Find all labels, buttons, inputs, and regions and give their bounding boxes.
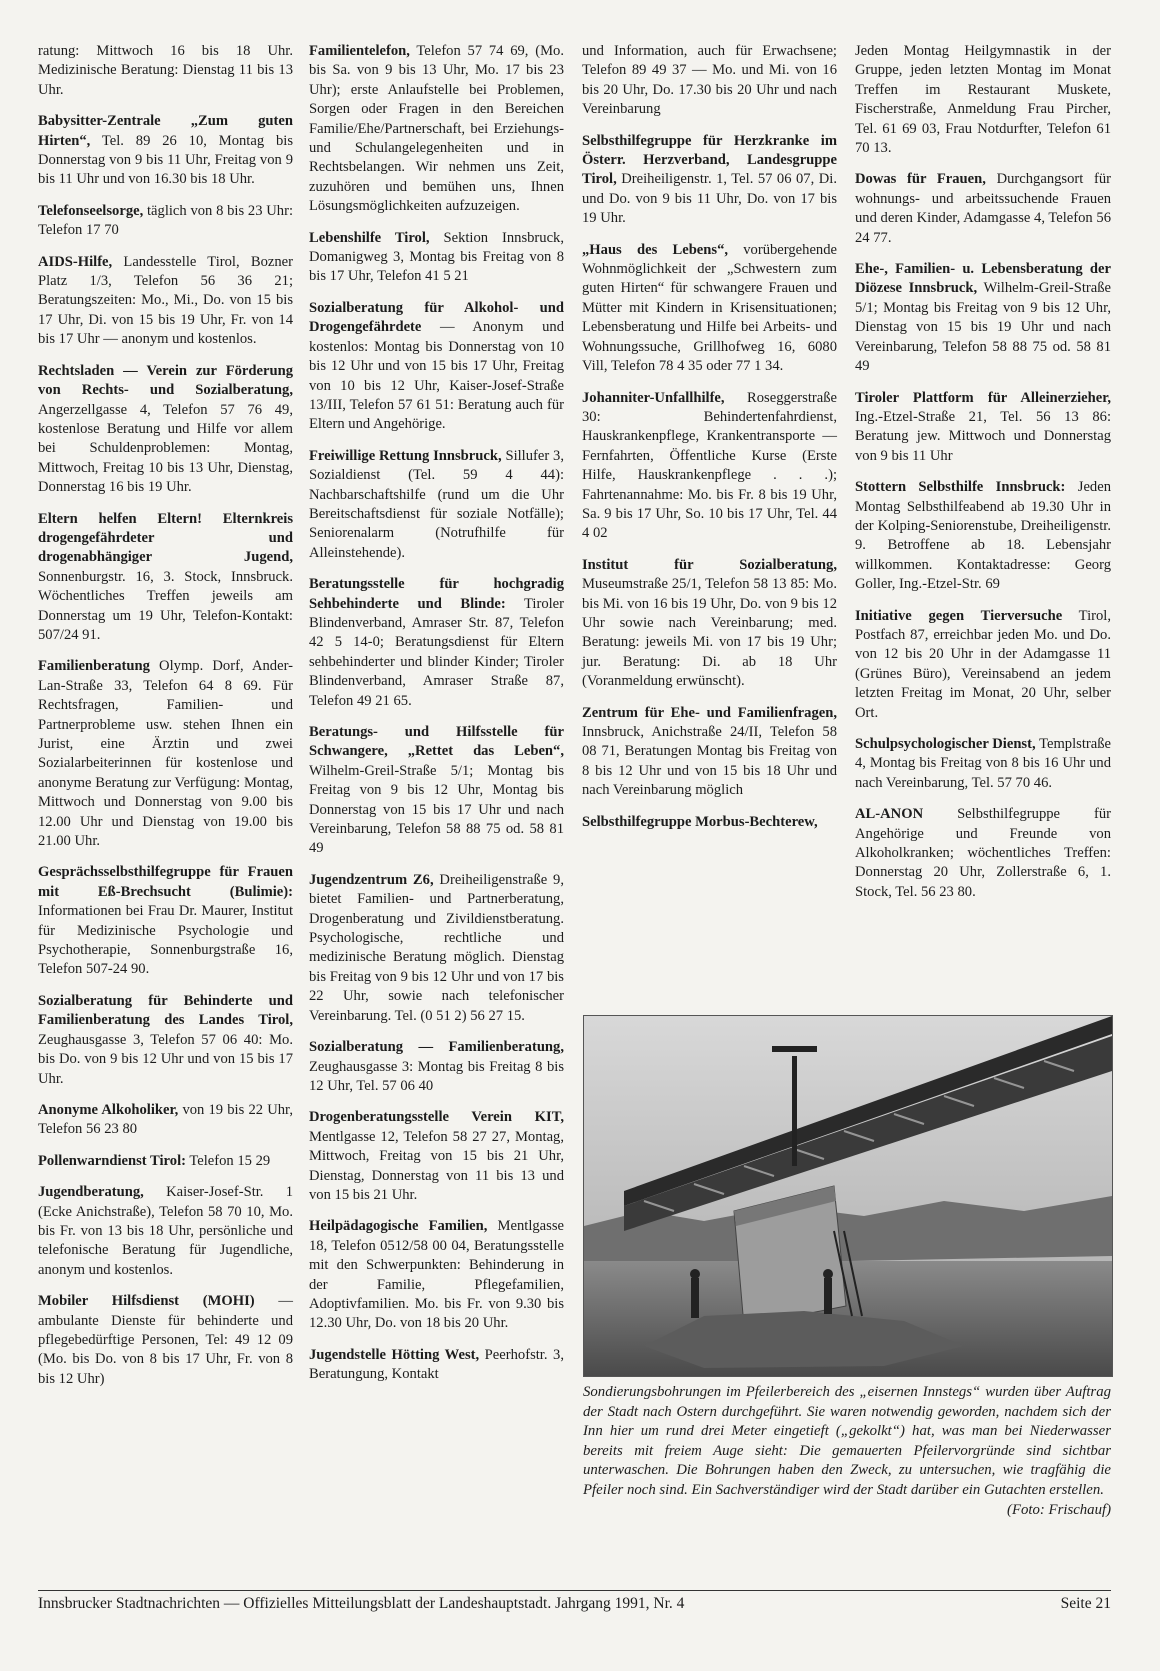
entry-details: Telefon 15 29 bbox=[185, 1152, 271, 1169]
entry-name: „Haus des Lebens“, bbox=[582, 241, 729, 258]
entry-name: Heilpädagogische Familien, bbox=[309, 1218, 488, 1235]
entry-details: vorübergehende Wohnmöglichkeit der „Schwestern zum guten Hirten“ für schwangere Frauen und Mütter mit Kindern in Krisensituationen; Lebensberatung und Hilfe bei Arbeits- und Wohnungssuche, Grillhofweg 16, 6080 Vill, Telefon 78 4 35 oder 77 1 34. bbox=[582, 241, 838, 375]
entry-name: Familienberatung bbox=[38, 658, 150, 675]
directory-entry bbox=[309, 229, 564, 287]
entry-details: Telefon 57 74 69, (Mo. bis Sa. von 9 bis 13 Uhr, Mo. 17 bis 23 Uhr); erste Anlaufstelle bei Problemen, Sorgen oder Fragen in den Bereichen Familie/Ehe/Partnerschaft, bei Erziehungs- und Schulangelegenheiten und in Rechtsbelangen. Wir nehmen uns Zeit, zuzuhören und bemühen uns, Ihnen Lösungsmöglichkeiten aufzuzeigen. bbox=[309, 43, 564, 215]
entry-details: — ambulante Dienste für behinderte und pflegebedürftige Personen, Tel: 49 12 09 (Mo. bis Do. von 8 bis 17 Uhr, Fr. von 8 bis 12 Uhr) bbox=[38, 1293, 293, 1387]
directory-entry bbox=[582, 241, 837, 377]
entry-details: Ing.-Etzel-Straße 21, Tel. 56 13 86: Beratung jew. Mittwoch und Donnerstag von 9 bis 11 Uhr bbox=[855, 408, 1111, 464]
column-4 bbox=[855, 42, 1111, 914]
directory-entry bbox=[309, 871, 564, 1026]
entry-details: von 19 bis 22 Uhr, Telefon 56 23 80 bbox=[38, 1101, 293, 1138]
entry-details: Landesstelle Tirol, Bozner Platz 1/3, Telefon 56 36 21; Beratungszeiten: Mo., Mi., Do. von 15 bis 17 Uhr, Di. von 15 bis 19 Uhr, Fr. von 14 bis 17 Uhr — anonym und kostenlos. bbox=[38, 253, 293, 348]
photo-credit: (Foto: Frischauf) bbox=[1007, 1501, 1111, 1518]
directory-entry bbox=[38, 992, 293, 1089]
directory-entry bbox=[38, 202, 293, 241]
entry-details: Selbsthilfegruppe für Angehörige und Freunde von Alkoholkranken; wöchentliches Treffen: Donnerstag 20 Uhr, Zollerstraße 6, 1. Stock, Tel. 56 23 80. bbox=[855, 806, 1111, 900]
entry-details: Sillufer 3, Sozialdienst (Tel. 59 4 44): Nachbarschaftshilfe (rund um die Uhr Bereitschaftsdienst für soziale Notfälle); Seniorenalarm (Notrufhilfe für Alleinstehende). bbox=[309, 447, 564, 561]
entry-name: Beratungs- und Hilfsstelle für Schwangere, „Rettet das Leben“, bbox=[309, 724, 564, 760]
directory-entry bbox=[309, 42, 564, 217]
directory-entry bbox=[38, 1101, 293, 1140]
directory-entry bbox=[38, 1292, 293, 1389]
continued-text: ratung: Mittwoch 16 bis 18 Uhr. Medizinische Beratung: Dienstag 11 bis 13 Uhr. bbox=[38, 43, 293, 98]
entry-name: Ehe-, Familien- u. Lebensberatung der Diözese Innsbruck, bbox=[855, 261, 1111, 297]
entry-name: Initiative gegen Tierversuche bbox=[855, 607, 1063, 624]
entry-name: Jugendzentrum Z6, bbox=[309, 871, 434, 888]
entry-name: Freiwillige Rettung Innsbruck, bbox=[309, 447, 502, 464]
entry-name: Gesprächsselbsthilfegruppe für Frauen mit Eß-Brechsucht (Bulimie): bbox=[38, 864, 293, 900]
directory-entry bbox=[38, 510, 293, 646]
entry-name: Zentrum für Ehe- und Familienfragen, bbox=[582, 704, 837, 721]
directory-entry bbox=[38, 1183, 293, 1280]
directory-entry bbox=[309, 1038, 564, 1096]
entry-details: Templstraße 4, Montag bis Freitag von 8 bis 16 Uhr und nach Vereinbarung, Tel. 57 70 46. bbox=[855, 736, 1111, 791]
directory-entry bbox=[855, 389, 1111, 467]
entry-details: Tel. 89 26 10, Montag bis Donnerstag von 9 bis 11 Uhr, Freitag von 9 bis 11 Uhr und von 16.30 bis 18 Uhr. bbox=[38, 132, 293, 188]
directory-entry bbox=[855, 478, 1111, 594]
directory-entry bbox=[309, 1108, 564, 1205]
entry-details: — Anonym und kostenlos: Montag bis Donnerstag von 10 bis 12 Uhr und von 15 bis 17 Uhr, Freitag von 10 bis 12 Uhr, Kaiser-Josef-Straße 13/III, Telefon 57 61 51: Beratung auch für Eltern und Angehörige. bbox=[309, 319, 564, 433]
entry-details: Roseggerstraße 30: Behindertenfahrdienst, Hauskrankenpflege, Krankentransporte — Fernfahrten, Öffentliche Kurse (Erste Hilfe, Hauskrankenpflege . . .); Fahrtenannahme: Mo. bis Fr. 8 bis 19 Uhr, Sa. 9 bis 17 Uhr, So. 10 bis 17 Uhr, Tel. 44 4 02 bbox=[582, 389, 837, 542]
entry-name: Jugendberatung, bbox=[38, 1184, 144, 1201]
directory-entry bbox=[38, 112, 293, 190]
entry-details: Tirol, Postfach 87, erreichbar jeden Mo. und Do. von 12 bis 20 Uhr in der Adamgasse 11 (Grünes Büro), Vereinsabend an jedem letzten Freitag im Monat, 20 Uhr, selber Ort. bbox=[855, 607, 1112, 721]
column-2 bbox=[309, 42, 564, 1397]
entry-details: Wilhelm-Greil-Straße 5/1; Montag bis Freitag von 9 bis 12 Uhr, Dienstag von 15 bis 19 Uhr und nach Vereinbarung, Telefon 58 88 75 od. 58 81 49 bbox=[855, 280, 1111, 375]
entry-details: Innsbruck, Anichstraße 24/II, Telefon 58 08 71, Beratungen Montag bis Freitag von 8 bis 12 Uhr und von 15 bis 18 Uhr und nach Vereinbarung möglich bbox=[582, 724, 837, 799]
directory-entry bbox=[309, 575, 564, 711]
entry-name: Eltern helfen Eltern! Elternkreis drogengefährdeter und drogenabhängiger Jugend, bbox=[38, 510, 293, 566]
entry-details: Jeden Montag Selbsthilfeabend ab 19.30 Uhr in der Kolping-Seniorenstube, Dreiheiligenstr. 9. Betroffene ab 18. Lebensjahr willkommen. Kontaktadresse: Georg Goller, Ing.-Etzel-Str. 69 bbox=[855, 479, 1111, 593]
entry-name: Selbsthilfegruppe für Herzkranke im Österr. Herzverband, Landesgruppe Tirol, bbox=[582, 132, 837, 188]
entry-details: Sektion Innsbruck, Domanigweg 3, Montag bis Freitag von 8 bis 17 Uhr, Telefon 41 5 21 bbox=[309, 229, 564, 285]
directory-entry bbox=[582, 704, 837, 801]
directory-entry bbox=[309, 1346, 564, 1385]
caption-text: Sondierungsbohrungen im Pfeilerbereich des „eisernen Innstegs“ wurden über Auftrag der Stadt nach Ostern durchgeführt. Sie waren notwendig geworden, nachdem sich der Inn hier um rund drei Meter eingetieft („gekolkt“) hat, was man bei Niederwasser bereits mit freiem Auge sieht: Die gemauerten Pfeilervorgründe sind sichtbar unterwaschen. Die Bohrungen haben den Zweck, zu untersuchen, wie tragfähig die Pfeiler noch sind. Ein Sachverständiger wird der Stadt darüber ein Gutachten erstellen. bbox=[583, 1384, 1111, 1498]
entry-name: Sozialberatung für Alkohol- und Drogengefährdete bbox=[309, 299, 564, 336]
publication-line: Innsbrucker Stadtnachrichten — Offizielles Mitteilungsblatt der Landeshauptstadt. Jahrgang 1991, Nr. 4 bbox=[38, 1595, 685, 1612]
entry-name: Dowas für Frauen, bbox=[855, 171, 986, 188]
directory-entry bbox=[855, 260, 1111, 376]
page-footer bbox=[38, 1590, 1111, 1613]
entry-details: Sonnenburgstr. 16, 3. Stock, Innsbruck. Wöchentliches Treffen jeweils am Donnerstag um 19 Uhr, Telefon-Kontakt: 507/24 91. bbox=[38, 568, 293, 643]
entry-name: Sozialberatung — Familienberatung, bbox=[309, 1039, 564, 1056]
entry-details: Tiroler Blindenverband, Amraser Str. 87, Telefon 42 5 14-0; Beratungsdienst für Eltern sehbehinderter und blinder Kinder; Tiroler Blindenverband, Amraser Straße 87, Telefon 49 21 65. bbox=[309, 595, 565, 709]
directory-entry bbox=[309, 299, 564, 435]
entry-name: Johanniter-Unfallhilfe, bbox=[582, 389, 725, 406]
directory-entry bbox=[309, 447, 564, 563]
entry-details: täglich von 8 bis 23 Uhr: Telefon 17 70 bbox=[38, 202, 293, 239]
directory-entry bbox=[309, 1217, 564, 1333]
entry-name: AL-ANON bbox=[855, 806, 924, 823]
entry-name: Beratungsstelle für hochgradig Sehbehinderte und Blinde: bbox=[309, 576, 564, 612]
entry-details: Informationen bei Frau Dr. Maurer, Institut für Medizinische Psychologie und Psychotherapie, Sonnenburgstraße 16, Telefon 507-24 90. bbox=[38, 903, 293, 978]
entry-name: Selbsthilfegruppe Morbus-Bechterew, bbox=[582, 813, 818, 830]
column-3 bbox=[582, 42, 837, 844]
entry-name: Sozialberatung für Behinderte und Familienberatung des Landes Tirol, bbox=[38, 992, 293, 1029]
entry-details: Durchgangsort für wohnungs- und arbeitssuchende Frauen und deren Kinder, Adamgasse 4, Telefon 56 24 77. bbox=[855, 171, 1111, 246]
entry-details: Dreiheiligenstr. 1, Tel. 57 06 07, Di. und Do. von 9 bis 11 Uhr, Do. von 17 bis 19 Uhr. bbox=[582, 171, 837, 227]
continued-text: Jeden Montag Heilgymnastik in der Gruppe, jeden letzten Montag im Monat Treffen im Restaurant Muskete, Fischerstraße, Anmeldung Frau Pircher, Tel. 61 69 03, Frau Notdurfter, Telefon 61 70 13. bbox=[855, 43, 1111, 157]
entry-name: Mobiler Hilfsdienst (MOHI) bbox=[38, 1293, 255, 1310]
photo-caption bbox=[583, 1383, 1111, 1520]
entry-details: Zeughausgasse 3: Montag bis Freitag 8 bis 12 Uhr, Tel. 57 06 40 bbox=[309, 1058, 564, 1094]
entry-name: Babysitter-Zentrale „Zum guten Hirten“, bbox=[38, 113, 293, 149]
directory-entry bbox=[38, 657, 293, 851]
directory-entry bbox=[855, 607, 1111, 723]
directory-entry bbox=[38, 362, 293, 498]
entry-name: Rechtsladen — Verein zur Förderung von Rechts- und Sozialberatung, bbox=[38, 362, 293, 399]
bridge-photo bbox=[583, 1015, 1113, 1377]
entry-name: Anonyme Alkoholiker, bbox=[38, 1101, 179, 1118]
entry-details: Angerzellgasse 4, Telefon 57 76 49, kostenlose Beratung und Hilfe vor allem bei Schuldenproblemen: Montag, Mittwoch, Freitag 10 bis 13 Uhr, Dienstag, Donnerstag 16 bis 19 Uhr. bbox=[38, 401, 293, 496]
entry-name: Pollenwarndienst Tirol: bbox=[38, 1152, 186, 1169]
entry-details: Wilhelm-Greil-Straße 5/1; Montag bis Freitag von 9 bis 12 Uhr, Montag bis Donnerstag von 15 bis 17 Uhr und nach Vereinbarung, Telefon 58 88 75 od. 58 81 49 bbox=[309, 762, 564, 857]
entry-details: Dreiheiligenstraße 9, bietet Familien- und Partnerberatung, Drogenberatung und Zivildienstberatung. Psychologische, rechtliche und medizinische Beratung möglich. Dienstag bis Freitag von 9 bis 12 Uhr und von 17 bis 22 Uhr, sowie nach telefonischer Vereinbarung. Tel. (0 51 2) 56 27 15. bbox=[309, 871, 564, 1024]
entry-name: AIDS-Hilfe, bbox=[38, 253, 113, 270]
directory-entry bbox=[38, 863, 293, 979]
entry-name: Schulpsychologischer Dienst, bbox=[855, 736, 1036, 752]
directory-entry bbox=[309, 723, 564, 859]
entry-details: Mentlgasse 18, Telefon 0512/58 00 04, Beratungsstelle mit den Schwerpunkten: Behinderung in der Familie, Pflegefamilien, Adoptivfamilien. Mo. bis Fr. von 9.30 bis 12.30 Uhr, Do. von 18 bis 20 Uhr. bbox=[309, 1218, 564, 1332]
directory-entry bbox=[38, 253, 293, 350]
column-1 bbox=[38, 42, 293, 1401]
entry-details: Zeughausgasse 3, Telefon 57 06 40: Mo. bis Do. von 9 bis 12 Uhr und von 15 bis 17 Uhr. bbox=[38, 1031, 293, 1087]
directory-entry bbox=[582, 132, 837, 229]
entry-name: Drogenberatungsstelle Verein KIT, bbox=[309, 1109, 564, 1126]
entry-name: Jugendstelle Hötting West, bbox=[309, 1346, 480, 1363]
entry-details: Peerhofstr. 3, Beratungung, Kontakt bbox=[309, 1346, 564, 1383]
directory-entry bbox=[582, 813, 837, 832]
entry-details: Kaiser-Josef-Str. 1 (Ecke Anichstraße), Telefon 58 70 10, Mo. bis Fr. von 13 bis 18 Uhr, persönliche und telefonische Beratung für Jugendliche, anonym und kostenlos. bbox=[38, 1184, 293, 1278]
directory-entry bbox=[582, 556, 837, 692]
entry-details: Olymp. Dorf, Ander-Lan-Straße 33, Telefon 64 8 69. Für Rechtsfragen, Familien- und Partnerprobleme usw. stehen Ihnen ein Jurist, eine Ärztin und zwei Sozialarbeiterinnen für kostenlose und anonyme Beratung zur Verfügung: Montag, Mittwoch und Donnerstag von 9.00 bis 12.00 Uhr und Dienstag von 19.00 bis 21.00 Uhr. bbox=[38, 658, 293, 850]
directory-entry bbox=[855, 805, 1111, 902]
entry-name: Lebenshilfe Tirol, bbox=[309, 229, 430, 246]
entry-name: Telefonseelsorge, bbox=[38, 202, 144, 219]
entry-details: Museumstraße 25/1, Telefon 58 13 85: Mo. bis Mi. von 16 bis 19 Uhr, Do. von 9 bis 12 Uhr sowie nach Vereinbarung; med. Beratung: jeweils Mi. von 17 bis 19 Uhr; jur. Beratung: Di. ab 18 Uhr (Voranmeldung erwünscht). bbox=[582, 576, 837, 690]
entry-name: Familientelefon, bbox=[309, 43, 410, 59]
directory-entry bbox=[38, 1152, 293, 1171]
directory-entry bbox=[855, 735, 1111, 793]
entry-name: Stottern Selbsthilfe Innsbruck: bbox=[855, 479, 1066, 496]
directory-entry bbox=[855, 170, 1111, 248]
page-number: Seite 21 bbox=[1060, 1595, 1111, 1612]
entry-name: Tiroler Plattform für Alleinerzieher, bbox=[855, 389, 1111, 406]
continued-text: und Information, auch für Erwachsene; Telefon 89 49 37 — Mo. und Mi. von 16 bis 20 Uhr, Do. 17.30 bis 20 Uhr und nach Vereinbarung bbox=[582, 43, 837, 118]
entry-name: Institut für Sozialberatung, bbox=[582, 556, 837, 573]
directory-entry bbox=[582, 389, 837, 544]
entry-details: Mentlgasse 12, Telefon 58 27 27, Montag, Mittwoch, Freitag von 15 bis 21 Uhr, Dienstag, Donnerstag von 11 bis 13 und von 15 bis 21 Uhr. bbox=[309, 1128, 564, 1203]
